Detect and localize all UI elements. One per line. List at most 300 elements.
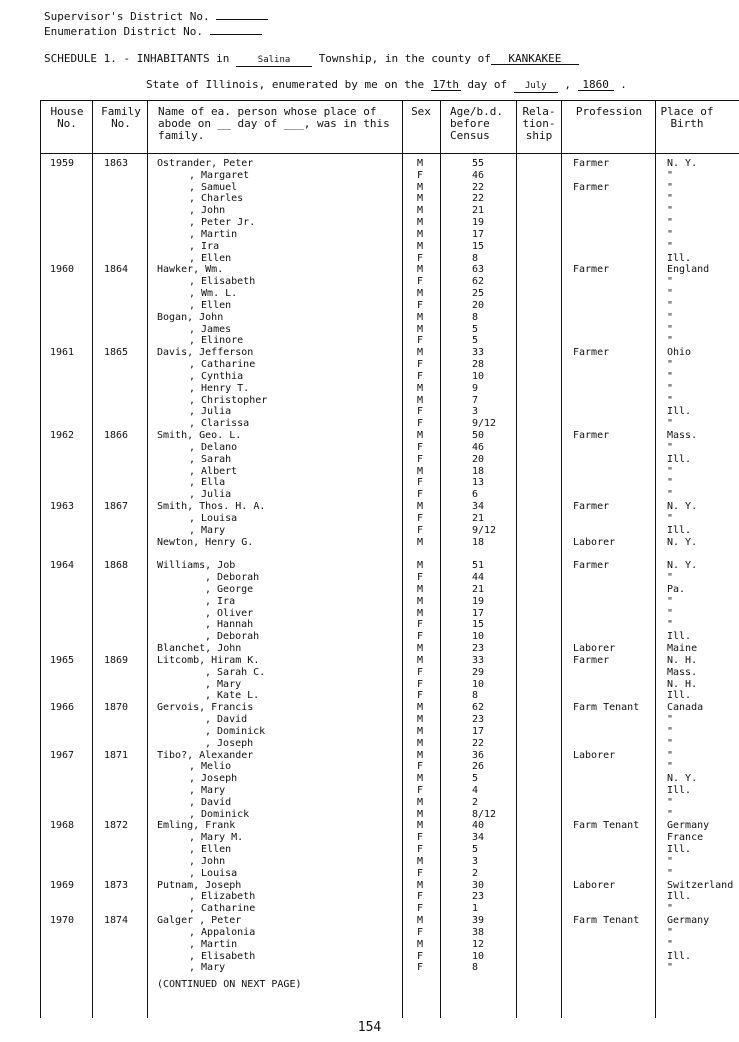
name-cell: , Henry T. [189, 382, 250, 394]
sex-cell: M [417, 879, 424, 891]
name-cell: , John [189, 855, 226, 867]
table-row [40, 489, 739, 501]
sex-cell: F [417, 406, 424, 418]
age-cell: 22 [472, 181, 485, 193]
table-row [40, 690, 739, 702]
name-cell: Putnam, Joseph [157, 879, 242, 891]
place-of-birth-cell: Ill. [667, 891, 692, 903]
place-of-birth-cell: " [667, 465, 674, 477]
sex-cell: M [417, 702, 424, 714]
place-of-birth-cell: " [667, 299, 674, 311]
age-cell: 9/12 [472, 418, 497, 430]
table-row [40, 773, 739, 785]
name-cell: Gervois, Francis [157, 702, 254, 714]
place-of-birth-cell: N. Y. [667, 501, 698, 513]
table-row [40, 418, 739, 430]
place-of-birth-cell: " [667, 228, 674, 240]
table-row [40, 525, 739, 537]
name-cell: , Sarah [189, 453, 232, 465]
table-row [40, 903, 739, 915]
sex-cell: F [417, 761, 424, 773]
table-row [40, 584, 739, 596]
age-cell: 5 [472, 335, 479, 347]
sex-cell: F [417, 524, 424, 536]
name-cell: , Sarah C. [205, 666, 266, 678]
sex-cell: F [417, 903, 424, 915]
age-cell: 17 [472, 725, 485, 737]
table-row [40, 596, 739, 608]
family-no-cell: 1873 [104, 879, 129, 891]
place-of-birth-cell: Ohio [667, 347, 692, 359]
sex-cell: F [417, 891, 424, 903]
age-cell: 15 [472, 240, 485, 252]
table-row [40, 726, 739, 738]
age-cell: 21 [472, 512, 485, 524]
age-cell: 10 [472, 631, 485, 643]
table-row [40, 820, 739, 832]
place-of-birth-cell: N. Y. [667, 158, 698, 169]
header-sex: Sex [411, 105, 431, 118]
sex-cell: M [417, 725, 424, 737]
name-cell: Hawker, Wm. [157, 264, 224, 276]
name-cell: , Samuel [189, 181, 238, 193]
house-no-cell: 1962 [50, 430, 75, 442]
family-no-cell: 1864 [104, 264, 129, 276]
sex-cell: F [417, 690, 424, 702]
place-of-birth-cell: France [667, 832, 704, 844]
age-cell: 28 [472, 359, 485, 371]
header-age: Age/b.d. before Census [450, 105, 503, 142]
name-cell: , Ellen [189, 299, 232, 311]
name-cell: , James [189, 323, 232, 335]
age-cell: 23 [472, 643, 485, 655]
sex-cell: F [417, 572, 424, 584]
name-cell: , Elinore [189, 335, 244, 347]
age-cell: 63 [472, 264, 485, 276]
age-cell: 18 [472, 465, 485, 477]
age-cell: 20 [472, 299, 485, 311]
sex-cell: M [417, 228, 424, 240]
age-cell: 5 [472, 773, 479, 785]
name-cell: , Mary [189, 524, 226, 536]
table-row [40, 253, 739, 265]
table-row [40, 797, 739, 809]
age-cell: 8 [472, 962, 479, 974]
table-row [40, 608, 739, 620]
name-cell: , David [189, 796, 232, 808]
sex-cell: F [417, 335, 424, 347]
table-row [40, 477, 739, 489]
sex-cell: M [417, 737, 424, 749]
table-row [40, 891, 739, 903]
supervisor-district-line [44, 10, 268, 23]
table-row [40, 738, 739, 750]
schedule-prefix: SCHEDULE 1. - INHABITANTS in [44, 52, 230, 65]
sex-cell: M [417, 311, 424, 323]
sex-cell: M [417, 915, 424, 927]
name-cell: , Elisabeth [189, 950, 256, 962]
name-cell: , Deborah [205, 572, 260, 584]
table-row [40, 347, 739, 359]
table-row [40, 655, 739, 667]
sex-cell: F [417, 867, 424, 879]
profession-cell: Farmer [573, 560, 610, 572]
name-cell: , Kate L. [205, 690, 260, 702]
table-row [40, 288, 739, 300]
enumeration-district-blank [210, 34, 262, 35]
place-of-birth-cell: " [667, 323, 674, 335]
age-cell: 40 [472, 820, 485, 832]
age-cell: 2 [472, 796, 479, 808]
sex-cell: F [417, 489, 424, 501]
house-no-cell: 1970 [50, 915, 75, 927]
name-cell: , Cynthia [189, 370, 244, 382]
sex-cell: F [417, 926, 424, 938]
sex-cell: F [417, 169, 424, 181]
age-cell: 36 [472, 749, 485, 761]
place-of-birth-cell: Ill. [667, 950, 692, 962]
name-cell: , Melio [189, 761, 232, 773]
table-row [40, 312, 739, 324]
month-value: July [514, 81, 558, 93]
place-of-birth-cell: " [667, 240, 674, 252]
header-place-of-birth: Place of Birth [660, 105, 714, 130]
place-of-birth-cell: Ill. [667, 690, 692, 702]
name-cell: , Joseph [205, 737, 254, 749]
supervisor-district-blank [216, 19, 268, 20]
age-cell: 50 [472, 430, 485, 442]
table-row [40, 182, 739, 194]
age-cell: 19 [472, 217, 485, 229]
place-of-birth-cell: Pa. [667, 583, 686, 595]
profession-cell: Farm Tenant [573, 702, 640, 714]
profession-cell: Farmer [573, 264, 610, 276]
family-no-cell: 1869 [104, 654, 129, 666]
name-cell: , Catharine [189, 903, 256, 915]
age-cell: 12 [472, 938, 485, 950]
age-cell: 55 [472, 158, 485, 169]
table-row [40, 395, 739, 407]
age-cell: 33 [472, 347, 485, 359]
sex-cell: M [417, 749, 424, 761]
table-row [40, 264, 739, 276]
place-of-birth-cell: " [667, 867, 674, 879]
place-of-birth-cell: " [667, 477, 674, 489]
sex-cell: M [417, 536, 424, 548]
place-of-birth-cell: " [667, 169, 674, 181]
name-cell: , George [205, 583, 254, 595]
place-of-birth-cell: Ill. [667, 453, 692, 465]
sex-cell: F [417, 441, 424, 453]
sex-cell: M [417, 193, 424, 205]
name-cell: , Louisa [189, 867, 238, 879]
age-cell: 20 [472, 453, 485, 465]
table-row [40, 217, 739, 229]
name-cell: Smith, Geo. L. [157, 430, 242, 442]
sex-cell: M [417, 796, 424, 808]
age-cell: 10 [472, 370, 485, 382]
sex-cell: M [417, 583, 424, 595]
age-cell: 25 [472, 288, 485, 300]
table-row [40, 702, 739, 714]
house-no-cell: 1969 [50, 879, 75, 891]
enumeration-district-line [44, 25, 262, 38]
age-cell: 3 [472, 406, 479, 418]
table-row [40, 631, 739, 643]
name-cell: , Charles [189, 193, 244, 205]
sex-cell: F [417, 666, 424, 678]
place-of-birth-cell: N. H. [667, 678, 698, 690]
house-no-cell: 1964 [50, 560, 75, 572]
header-family-no: Family No. [101, 105, 141, 130]
family-no-cell: 1868 [104, 560, 129, 572]
age-cell: 34 [472, 832, 485, 844]
sex-cell: M [417, 240, 424, 252]
profession-cell: Farmer [573, 654, 610, 666]
age-cell: 13 [472, 477, 485, 489]
family-no-cell: 1870 [104, 702, 129, 714]
place-of-birth-cell: " [667, 193, 674, 205]
table-row [40, 158, 739, 170]
age-cell: 9/12 [472, 524, 497, 536]
name-cell: , Martin [189, 228, 238, 240]
table-row [40, 205, 739, 217]
place-of-birth-cell: " [667, 926, 674, 938]
name-cell: Galger , Peter [157, 915, 242, 927]
table-row [40, 619, 739, 631]
table-row [40, 371, 739, 383]
name-cell: , Christopher [189, 394, 268, 406]
age-cell: 1 [472, 903, 479, 915]
age-cell: 17 [472, 607, 485, 619]
name-cell: , Julia [189, 406, 232, 418]
name-cell: , Deborah [205, 631, 260, 643]
profession-cell: Farmer [573, 181, 610, 193]
table-row [40, 951, 739, 963]
place-of-birth-cell: " [667, 903, 674, 915]
sex-cell: M [417, 181, 424, 193]
age-cell: 15 [472, 619, 485, 631]
family-no-cell: 1865 [104, 347, 129, 359]
table-row [40, 170, 739, 182]
profession-cell: Farm Tenant [573, 915, 640, 927]
page-number: 154 [357, 1020, 382, 1035]
sex-cell: F [417, 299, 424, 311]
age-cell: 62 [472, 276, 485, 288]
age-cell: 8 [472, 690, 479, 702]
place-of-birth-cell: " [667, 808, 674, 820]
enumeration-district-label: Enumeration District No. [44, 25, 203, 38]
family-no-cell: 1866 [104, 430, 129, 442]
supervisor-district-label: Supervisor's District No. [44, 10, 210, 23]
place-of-birth-cell: " [667, 370, 674, 382]
place-of-birth-cell: " [667, 181, 674, 193]
table-row [40, 667, 739, 679]
age-cell: 7 [472, 394, 479, 406]
place-of-birth-cell: Ill. [667, 406, 692, 418]
name-cell: , Louisa [189, 512, 238, 524]
place-of-birth-cell: Canada [667, 702, 704, 714]
table-row [40, 454, 739, 466]
name-cell: , John [189, 205, 226, 217]
age-cell: 19 [472, 595, 485, 607]
table-row [40, 466, 739, 478]
sex-cell: F [417, 370, 424, 382]
age-cell: 8 [472, 311, 479, 323]
family-no-cell: 1872 [104, 820, 129, 832]
age-cell: 46 [472, 441, 485, 453]
sex-cell: M [417, 217, 424, 229]
sex-cell: F [417, 418, 424, 430]
age-cell: 6 [472, 489, 479, 501]
name-cell: , Albert [189, 465, 238, 477]
place-of-birth-cell: Germany [667, 915, 710, 927]
table-row [40, 750, 739, 762]
age-cell: 34 [472, 501, 485, 513]
name-cell: , Ellen [189, 844, 232, 856]
table-row [40, 359, 739, 371]
table-row [40, 430, 739, 442]
table-row [40, 501, 739, 513]
sex-cell: F [417, 359, 424, 371]
name-cell: , Mary [205, 678, 242, 690]
place-of-birth-cell: " [667, 311, 674, 323]
name-cell: , Ella [189, 477, 226, 489]
table-row [40, 324, 739, 336]
year-value: 1860 [578, 79, 614, 91]
table-row [40, 962, 739, 974]
table-header-divider [40, 153, 739, 154]
sex-cell: M [417, 938, 424, 950]
table-row [40, 335, 739, 347]
age-cell: 23 [472, 891, 485, 903]
age-cell: 18 [472, 536, 485, 548]
age-cell: 5 [472, 323, 479, 335]
sex-cell: F [417, 962, 424, 974]
header-relationship: Rela- tion- ship [522, 105, 556, 142]
place-of-birth-cell: " [667, 761, 674, 773]
profession-cell: Farmer [573, 347, 610, 359]
sex-cell: M [417, 465, 424, 477]
age-cell: 8/12 [472, 808, 497, 820]
name-cell: , Joseph [189, 773, 238, 785]
sex-cell: M [417, 158, 424, 169]
age-cell: 62 [472, 702, 485, 714]
age-cell: 33 [472, 654, 485, 666]
age-cell: 2 [472, 867, 479, 879]
name-cell: , Mary [189, 784, 226, 796]
age-cell: 39 [472, 915, 485, 927]
sex-cell: M [417, 264, 424, 276]
place-of-birth-cell: N. Y. [667, 536, 698, 548]
house-no-cell: 1960 [50, 264, 75, 276]
sex-cell: M [417, 323, 424, 335]
profession-cell: Laborer [573, 536, 616, 548]
name-cell: Tibo?, Alexander [157, 749, 254, 761]
sex-cell: M [417, 654, 424, 666]
house-no-cell: 1963 [50, 501, 75, 513]
sex-cell: F [417, 477, 424, 489]
header-name: Name of ea. person whose place of abode on __ day of ___, was in this family. [158, 105, 390, 142]
table-row [40, 383, 739, 395]
age-cell: 22 [472, 193, 485, 205]
sex-cell: M [417, 205, 424, 217]
place-of-birth-cell: " [667, 394, 674, 406]
place-of-birth-cell: Ill. [667, 844, 692, 856]
name-cell: , Wm. L. [189, 288, 238, 300]
sex-cell: M [417, 643, 424, 655]
sex-cell: M [417, 820, 424, 832]
name-cell: , Ellen [189, 252, 232, 264]
family-no-cell: 1871 [104, 749, 129, 761]
name-cell: Ostrander, Peter [157, 158, 254, 169]
place-of-birth-cell: " [667, 714, 674, 725]
name-cell: , Dominick [205, 725, 266, 737]
sex-cell: M [417, 773, 424, 785]
name-cell: , Clarissa [189, 418, 250, 430]
place-of-birth-cell: " [667, 607, 674, 619]
name-cell: , Elisabeth [189, 276, 256, 288]
age-cell: 22 [472, 737, 485, 749]
place-of-birth-cell: " [667, 595, 674, 607]
place-of-birth-cell: " [667, 441, 674, 453]
table-row [40, 537, 739, 549]
age-cell: 29 [472, 666, 485, 678]
profession-cell: Farm Tenant [573, 820, 640, 832]
sex-cell: M [417, 607, 424, 619]
name-cell: , Mary [189, 962, 226, 974]
table-row [40, 643, 739, 655]
place-of-birth-cell: " [667, 749, 674, 761]
place-of-birth-cell: Mass. [667, 430, 698, 442]
age-cell: 9 [472, 382, 479, 394]
state-line: State of Illinois, enumerated by me on the 17th day of July , 1860 . [146, 78, 627, 91]
place-of-birth-cell: " [667, 938, 674, 950]
table-row [40, 714, 739, 726]
place-of-birth-cell: " [667, 855, 674, 867]
place-of-birth-cell: Mass. [667, 666, 698, 678]
age-cell: 44 [472, 572, 485, 584]
name-cell: , Delano [189, 441, 238, 453]
table-row [40, 572, 739, 584]
place-of-birth-cell: " [667, 737, 674, 749]
family-no-cell: 1874 [104, 915, 129, 927]
name-cell: , Appalonia [189, 926, 256, 938]
place-of-birth-cell: N. H. [667, 654, 698, 666]
day-suffix: day of [467, 78, 508, 91]
name-cell: , Ira [189, 240, 220, 252]
name-cell: , Dominick [189, 808, 250, 820]
house-no-cell: 1961 [50, 347, 75, 359]
day-value: 17th [432, 78, 460, 91]
table-top-border [40, 100, 739, 101]
sex-cell: F [417, 619, 424, 631]
sex-cell: M [417, 501, 424, 513]
family-no-cell: 1867 [104, 501, 129, 513]
place-of-birth-cell: " [667, 796, 674, 808]
profession-cell: Farmer [573, 158, 610, 169]
age-cell: 46 [472, 169, 485, 181]
table-row [40, 832, 739, 844]
table-row [40, 442, 739, 454]
table-row [40, 193, 739, 205]
name-cell: , Martin [189, 938, 238, 950]
name-cell: , Peter Jr. [189, 217, 256, 229]
sex-cell: M [417, 560, 424, 572]
schedule-line [44, 52, 579, 67]
table-row [40, 229, 739, 241]
place-of-birth-cell: " [667, 619, 674, 631]
